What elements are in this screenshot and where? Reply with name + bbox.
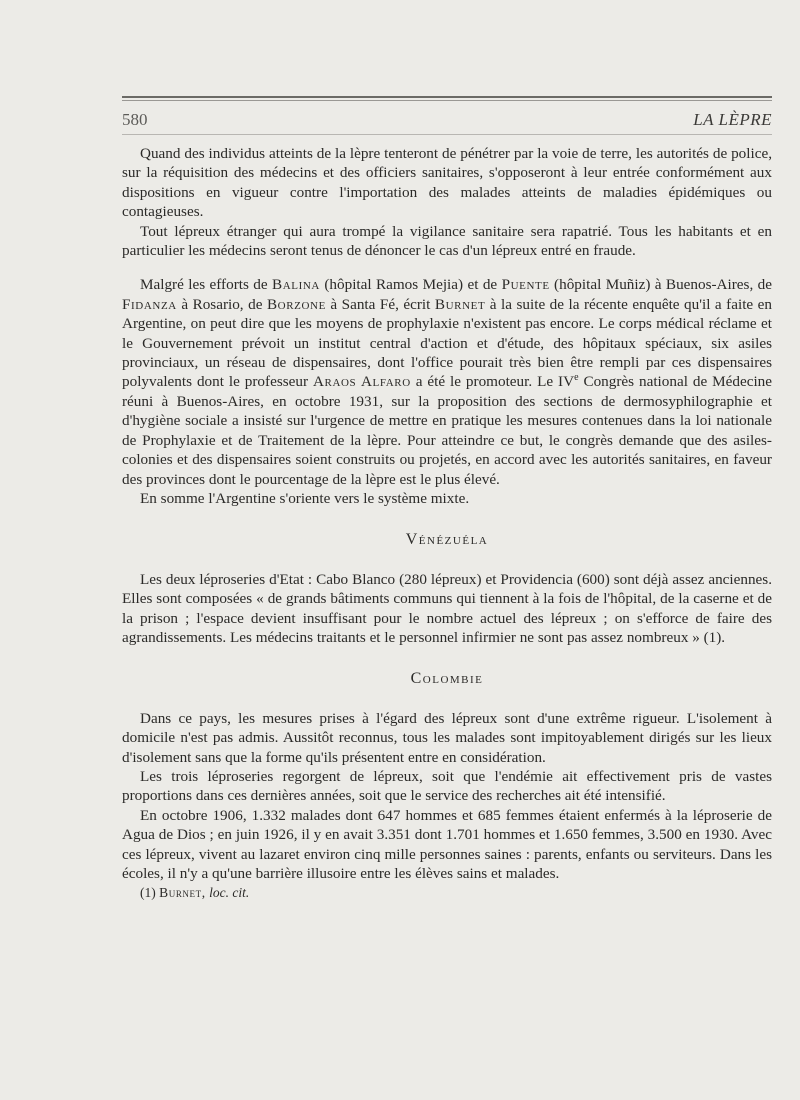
- paragraph: Dans ce pays, les mesures prises à l'égard des lépreux sont d'une extrême rigueur. L'isolement à domicile n'est pas admis. Aussitôt reconnus, tous les malades sont impitoyablement dirigés sur les lieux d'isolement sans que la forme qu'ils présentent entre en considération.: [122, 709, 772, 766]
- running-title: LA LÈPRE: [693, 110, 772, 129]
- author-name: Araos Alfaro: [312, 373, 411, 391]
- paragraph: Les trois léproseries regorgent de lépreux, soit que l'endémie ait effectivement pris de vastes proportions dans ces dernières années, soit que le service des recherches ait été intensifié.: [122, 767, 772, 805]
- author-name: Balina: [272, 276, 320, 294]
- author-name: Borzone: [266, 295, 326, 313]
- author-name: Puente: [501, 276, 550, 294]
- author-name: Fidanza: [122, 295, 177, 313]
- paragraph: En somme l'Argentine s'oriente vers le système mixte.: [140, 489, 470, 507]
- page-number: 580: [122, 110, 148, 129]
- paragraph: Malgré les efforts de Balina (hôpital Ramos Mejia) et de Puente (hôpital Muñiz) à Buenos-Aires, de Fidanza à Rosario, de Borzone à Santa Fé, écrit Burnet à la suite de la récente enquête qu'il a faite en Argentine, on peut dire que les moyens de prophylaxie n'existent pas encore. Le corps médical réclame et le Gouvernement prévoit un institut central d'action et d'étude, des hôpitaux spéciaux, six asiles provinciaux, un réseau de dispensaires, dont l'office pourait très bien être rempli par ces dispensaires polyvalents dont le professeur Araos Alfaro a été le promoteur. Le IVe Congrès national de Médecine réuni à Buenos-Aires, en octobre 1931, sur la proposition des sections de dermosyphilographie et d'hygiène sociale a insisté sur l'urgence de mettre en pratique les mesures contenues dans la loi nationale de Prophylaxie et de Traitement de la lèpre. Pour atteindre ce but, le congrès demande que des asiles-colonies et des dispensaires soient construits ou projetés, en accord avec les autorités sanitaires, en faveur des provinces dont le pourcentage de la lèpre est le plus élevé.: [122, 276, 772, 488]
- header-rule: [122, 134, 772, 135]
- paragraph: En octobre 1906, 1.332 malades dont 647 hommes et 685 femmes étaient enfermés à la léproserie de Agua de Dios ; en juin 1926, il y en avait 3.351 dont 1.701 hommes et 1.650 femmes, 3.500 en 1930. Avec ces lépreux, vivent au lazaret environ cinq mille personnes saines : parents, enfants ou serviteurs. Dans les écoles, il n'y a qu'une barrière illusoire entre les élèves sains et malades.: [122, 806, 772, 882]
- body-text: [122, 144, 772, 903]
- author-name: Burnet: [434, 295, 486, 313]
- paragraph: Les deux léproseries d'Etat : Cabo Blanco (280 lépreux) et Providencia (600) sont déjà assez anciennes. Elles sont composées « de grands bâtiments communs qui tiennent à la fois de l'hôpital, de la caserne et de la prison ; l'espace devient insuffisant pour le nombre actuel des lépreux ; on s'efforce de faire des agrandissements. Les médecins traitants et le personnel infirmier ne sont pas assez nombreux » (1).: [122, 570, 772, 646]
- paragraph: Quand des individus atteints de la lèpre tenteront de pénétrer par la voie de terre, les autorités de police, sur la réquisition des médecins et des officiers sanitaires, s'opposeront à leur entrée conformément aux dispositions en vigueur contre l'importation des malades atteints de maladies épidémiques ou contagieuses.: [122, 145, 772, 221]
- section-heading-colombie: Colombie: [410, 670, 484, 688]
- section-heading-venezuela: Vénézuéla: [405, 531, 489, 549]
- running-header: [122, 110, 772, 132]
- paragraph: Tout lépreux étranger qui aura trompé la vigilance sanitaire sera rapatrié. Tous les habitants et en particulier les médecins seront tenus de dénoncer le cas d'un lépreux entré en fraude.: [122, 222, 772, 260]
- top-rule: [122, 96, 772, 98]
- footnote: (1) Burnet, loc. cit.: [140, 885, 250, 901]
- top-rule-thin: [122, 100, 772, 101]
